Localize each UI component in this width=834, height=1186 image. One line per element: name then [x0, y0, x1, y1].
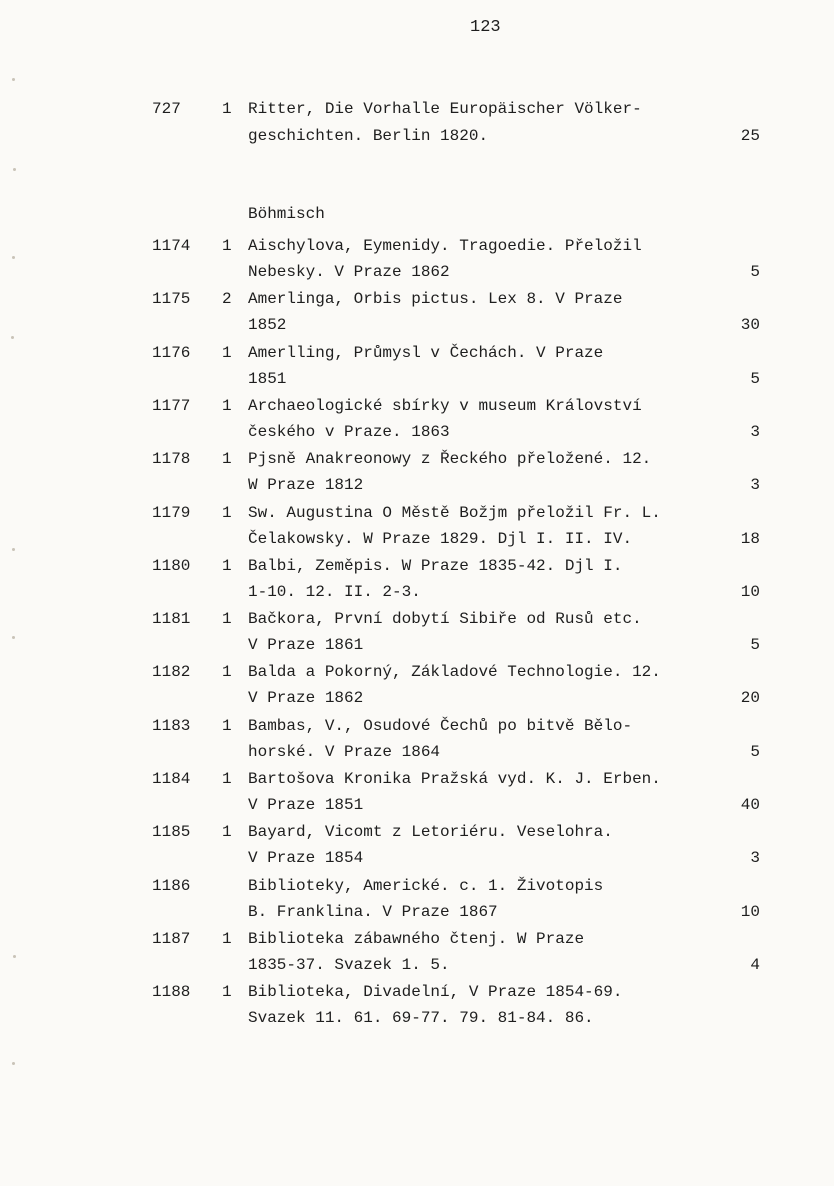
entry-line-2: horské. V Praze 1864 [248, 743, 441, 761]
entry-line-1: Aischylova, Eymenidy. Tragoedie. Přeložil [248, 237, 642, 255]
entry-quantity: 2 [222, 290, 232, 308]
entry-price: 25 [740, 127, 760, 145]
entry-line-1: Bartošova Kronika Pražská vyd. K. J. Erben. [248, 770, 661, 788]
scan-speck [13, 955, 16, 958]
entry-price: 4 [750, 956, 760, 974]
entry-price: 10 [740, 583, 760, 601]
entry-line-2: V Praze 1861 [248, 636, 364, 654]
entry-line-1: Bayard, Vicomt z Letoriéru. Veselohra. [248, 823, 613, 841]
entry-quantity: 1 [222, 663, 232, 681]
entry-quantity: 1 [222, 770, 232, 788]
entry-line-1: Ritter, Die Vorhalle Europäischer Völker- [248, 100, 642, 118]
entry-line-1: Archaeologické sbírky v museum Království [248, 397, 642, 415]
entry-line-2: Čelakowsky. W Praze 1829. Djl I. II. IV. [248, 530, 633, 548]
entry-price: 20 [740, 689, 760, 707]
entry-quantity: 1 [222, 557, 232, 575]
entry-quantity: 1 [222, 100, 232, 118]
entry-number: 1174 [152, 237, 191, 255]
entry-quantity: 1 [222, 717, 232, 735]
entry-number: 1179 [152, 504, 191, 522]
entry-line-1: Pjsně Anakreonowy z Řeckého přeložené. 12. [248, 450, 652, 468]
scan-speck [12, 256, 15, 259]
entry-line-1: Biblioteka, Divadelní, V Praze 1854-69. [248, 983, 623, 1001]
entry-price: 10 [740, 903, 760, 921]
section-heading: Böhmisch [248, 205, 325, 223]
entry-number: 1187 [152, 930, 191, 948]
entry-line-2: V Praze 1854 [248, 849, 364, 867]
scan-speck [12, 636, 15, 639]
entry-price: 5 [750, 636, 760, 654]
entry-number: 1181 [152, 610, 191, 628]
entry-number: 1184 [152, 770, 191, 788]
entry-line-2: českého v Praze. 1863 [248, 423, 450, 441]
scan-speck [11, 336, 14, 339]
entry-number: 1183 [152, 717, 191, 735]
scan-speck [13, 168, 16, 171]
entry-price: 3 [750, 476, 760, 494]
entry-number: 1176 [152, 344, 191, 362]
entry-price: 3 [750, 849, 760, 867]
entry-line-1: Amerlling, Průmysl v Čechách. V Praze [248, 344, 604, 362]
entry-price: 40 [740, 796, 760, 814]
entry-quantity: 1 [222, 397, 232, 415]
entry-number: 727 [152, 100, 181, 118]
entry-line-1: Amerlinga, Orbis pictus. Lex 8. V Praze [248, 290, 623, 308]
entry-price: 5 [750, 743, 760, 761]
entry-line-2: V Praze 1851 [248, 796, 364, 814]
entry-line-2: 1835-37. Svazek 1. 5. [248, 956, 450, 974]
entry-line-2: Svazek 11. 61. 69-77. 79. 81-84. 86. [248, 1009, 594, 1027]
entry-line-1: Sw. Augustina O Městě Božjm přeložil Fr. L. [248, 504, 661, 522]
entry-number: 1182 [152, 663, 191, 681]
entry-line-2: B. Franklina. V Praze 1867 [248, 903, 498, 921]
entry-line-2: 1852 [248, 316, 287, 334]
entry-line-1: Biblioteky, Americké. c. 1. Životopis [248, 877, 604, 895]
entry-line-2: geschichten. Berlin 1820. [248, 127, 489, 145]
entry-quantity: 1 [222, 450, 232, 468]
entry-number: 1180 [152, 557, 191, 575]
entry-line-1: Balbi, Zeměpis. W Praze 1835-42. Djl I. [248, 557, 623, 575]
scan-speck [12, 78, 15, 81]
entry-price: 18 [740, 530, 760, 548]
entry-line-1: Biblioteka zábawného čtenj. W Praze [248, 930, 585, 948]
entry-price: 3 [750, 423, 760, 441]
entry-number: 1175 [152, 290, 191, 308]
entry-line-2: Nebesky. V Praze 1862 [248, 263, 450, 281]
page-number: 123 [470, 18, 501, 37]
entry-number: 1178 [152, 450, 191, 468]
entry-quantity: 1 [222, 504, 232, 522]
entry-number: 1185 [152, 823, 191, 841]
entry-number: 1177 [152, 397, 191, 415]
scan-speck [12, 548, 15, 551]
entry-line-2: 1-10. 12. II. 2-3. [248, 583, 421, 601]
entry-line-2: W Praze 1812 [248, 476, 364, 494]
entry-line-1: Balda a Pokorný, Základové Technologie. 12. [248, 663, 661, 681]
entry-line-2: 1851 [248, 370, 287, 388]
entry-price: 5 [750, 263, 760, 281]
entry-line-1: Bačkora, První dobytí Sibiře od Rusů etc. [248, 610, 642, 628]
entry-line-2: V Praze 1862 [248, 689, 364, 707]
entry-number: 1186 [152, 877, 191, 895]
entry-line-1: Bambas, V., Osudové Čechů po bitvě Bělo- [248, 717, 633, 735]
entry-quantity: 1 [222, 983, 232, 1001]
entry-number: 1188 [152, 983, 191, 1001]
entry-quantity: 1 [222, 823, 232, 841]
entry-price: 5 [750, 370, 760, 388]
scan-speck [12, 1062, 15, 1065]
entry-quantity: 1 [222, 344, 232, 362]
entry-quantity: 1 [222, 610, 232, 628]
entry-quantity: 1 [222, 930, 232, 948]
entry-quantity: 1 [222, 237, 232, 255]
entry-price: 30 [740, 316, 760, 334]
